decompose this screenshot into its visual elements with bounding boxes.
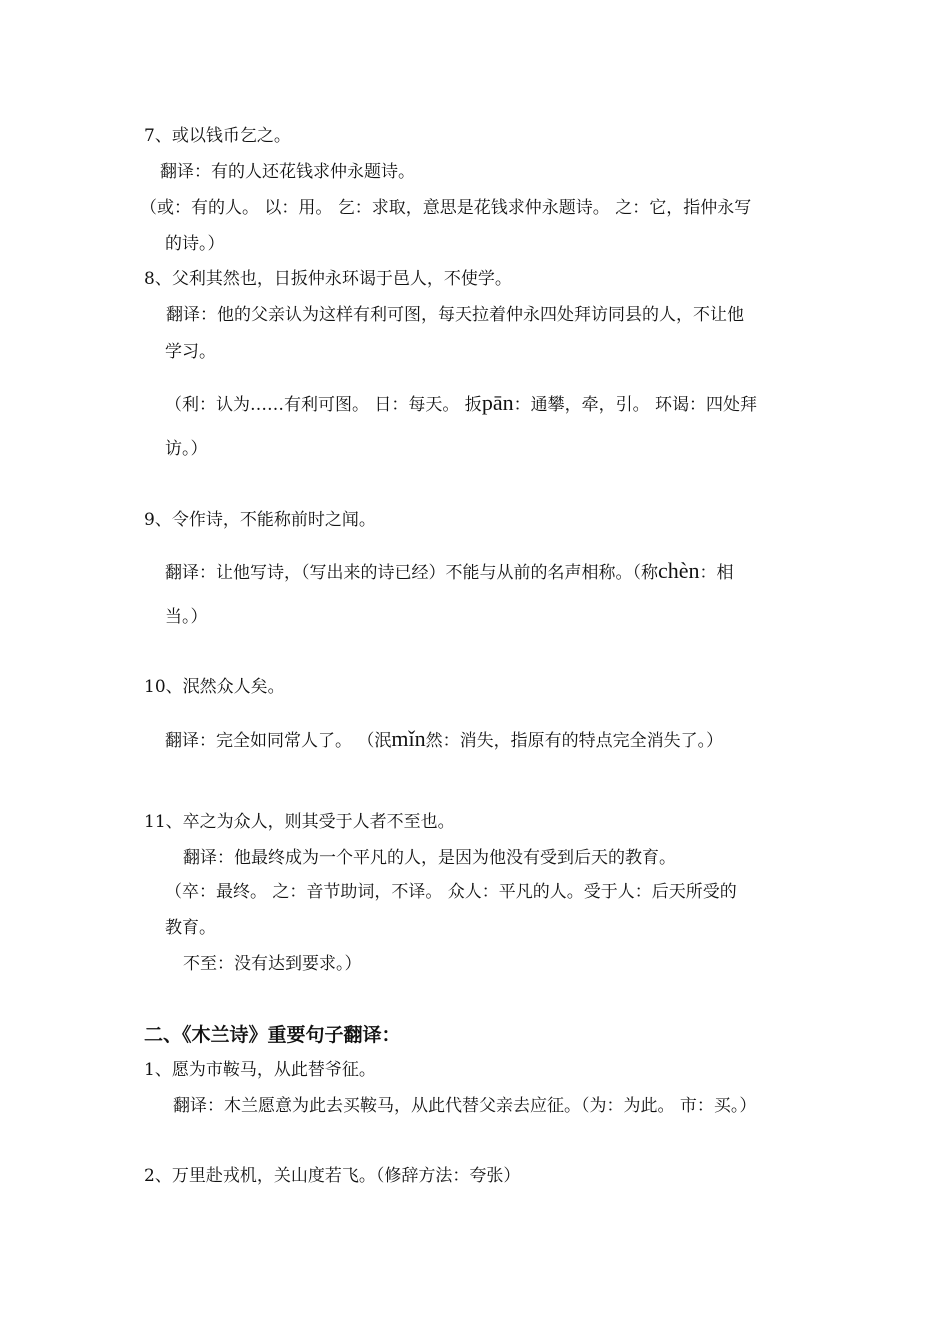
item-8-translation-line-2: 学习。 (165, 342, 216, 362)
mulan-2-question: 2、万里赴戎机，关山度若飞。（修辞方法：夸张） (144, 1166, 521, 1186)
item-7-question: 7、或以钱币乞之。 (144, 126, 291, 146)
mulan-1-translation: 翻译：木兰愿意为此去买鞍马，从此代替父亲去应征。（为：为此。 市：买。） (173, 1096, 757, 1116)
item-7-note-line-1: （或：有的人。 以：用。 乞：求取，意思是花钱求仲永题诗。 之：它，指仲永写 (140, 198, 752, 218)
item-7-translation: 翻译：有的人还花钱求仲永题诗。 (160, 162, 415, 182)
item-11-question: 11、卒之为众人，则其受于人者不至也。 (144, 812, 455, 832)
item-10-translation-pinyin: mǐn (391, 726, 426, 751)
mulan-1-question: 1、愿为市鞍马，从此替爷征。 (144, 1060, 376, 1080)
item-11-note-line-1: （卒：最终。 之：音节助词，不译。 众人：平凡的人。受于人：后天所受的 (165, 882, 737, 902)
item-8-note-text-b: ：通攀，牵，引。 环谒：四处拜 (513, 395, 757, 415)
section-2-heading: 二、《木兰诗》重要句子翻译： (144, 1024, 401, 1046)
item-10-translation-text-a: 翻译：完全如同常人了。 （泯 (165, 731, 392, 751)
item-9-translation-text-b: ：相 (699, 563, 734, 583)
item-11-note-line-3: 不至：没有达到要求。） (183, 954, 362, 974)
item-8-translation-line-1: 翻译：他的父亲认为这样有利可图，每天拉着仲永四处拜访同县的人，不让他 (166, 305, 744, 325)
item-8-note-text-a: （利：认为……有利可图。 日：每天。 扳 (165, 395, 482, 415)
item-8-note-pinyin: pān (481, 390, 514, 415)
item-9-translation-pinyin: chèn (658, 558, 700, 583)
item-11-translation: 翻译：他最终成为一个平凡的人，是因为他没有受到后天的教育。 (183, 848, 676, 868)
item-8-question: 8、父利其然也，日扳仲永环谒于邑人，不使学。 (144, 269, 512, 289)
item-10-translation (165, 728, 723, 750)
item-9-translation-line-1 (165, 560, 734, 582)
item-9-translation-text-a: 翻译：让他写诗，（写出来的诗已经）不能与从前的名声相称。（称 (165, 563, 658, 583)
item-8-note-line-1 (165, 392, 757, 414)
item-9-translation-line-2: 当。） (165, 607, 208, 627)
item-10-question: 10、泯然众人矣。 (144, 677, 285, 697)
item-11-note-line-2: 教育。 (165, 918, 216, 938)
item-10-translation-text-b: 然：消失，指原有的特点完全消失了。） (425, 731, 724, 751)
item-7-note-line-2: 的诗。） (165, 234, 225, 254)
item-9-question: 9、令作诗，不能称前时之闻。 (144, 510, 376, 530)
item-8-note-line-2: 访。） (165, 439, 208, 459)
